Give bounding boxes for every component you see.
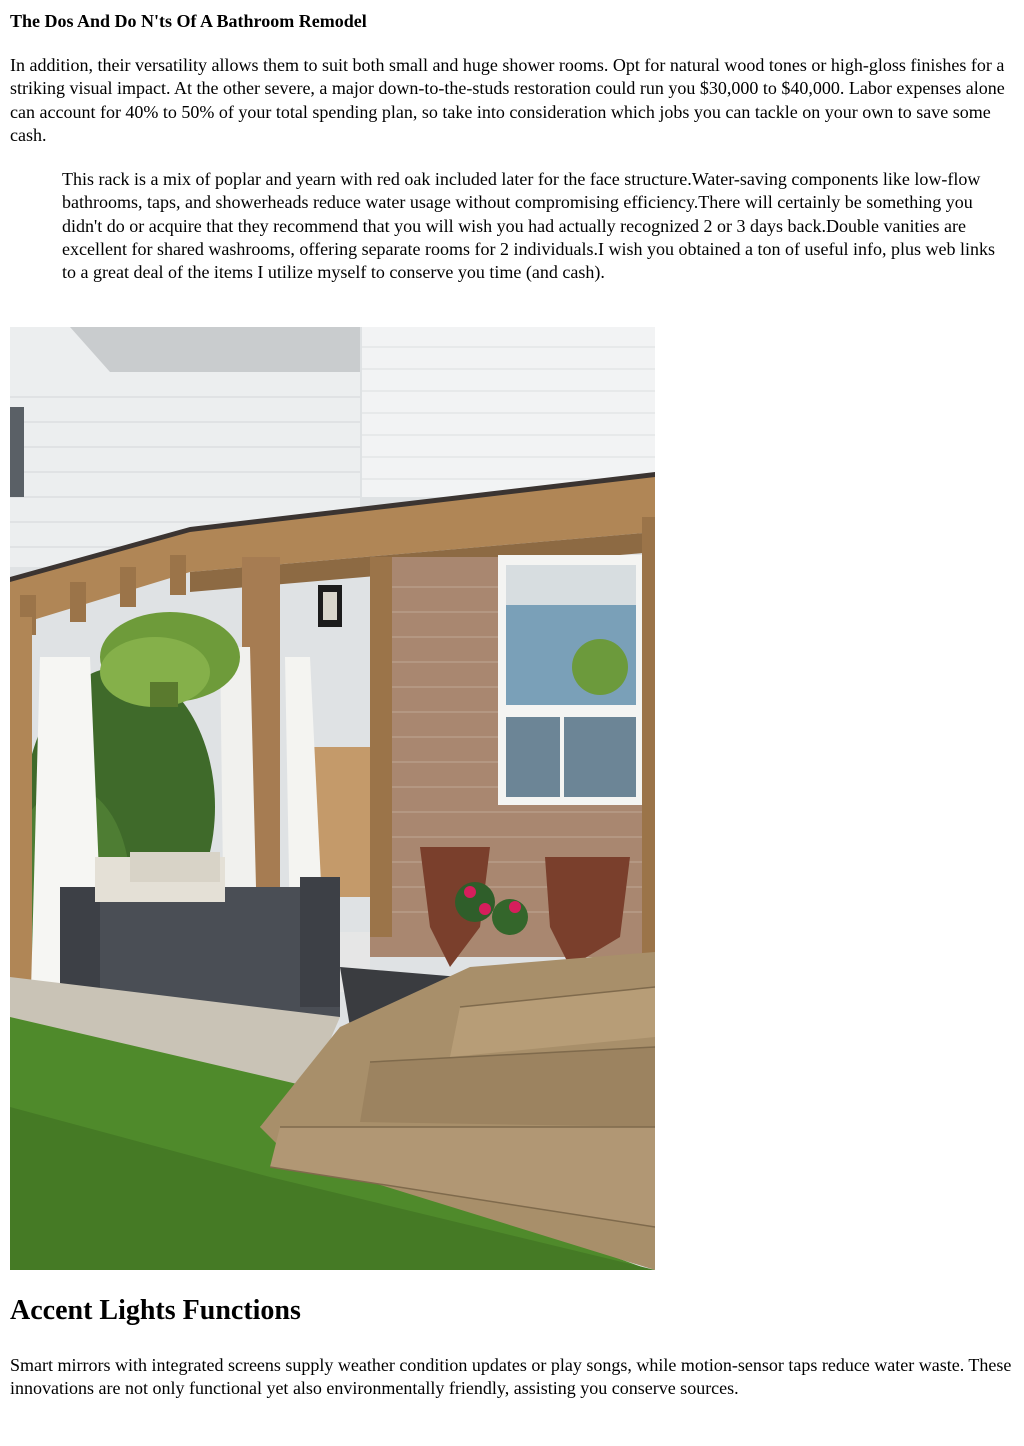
blockquote: This rack is a mix of poplar and yearn with red oak included later for the face structure.Water-saving components like low-flow bathrooms, taps, and showerheads reduce water usage without compromising efficiency.There will certainly be something you didn't do or acquire that they recommend that you will wish you had actually recognized 2 or 3 days back.Double vanities are excellent for shared washrooms, offering separate rooms for 2 individuals.I wish you obtained a ton of useful info, plus web links to a great deal of the items I utilize myself to conserve you time (and cash). xyxy=(62,169,995,283)
intro-paragraph: In addition, their versatility allows them to suit both small and huge shower rooms. Opt for natural wood tones or high-gloss finishes for a striking visual impact. At the other severe, a major down-to-the-studs restoration could run you $30,000 to $40,000. Labor expenses alone can account for 40% to 50% of your total spending plan, so take into consideration which jobs you can tackle on your own to save some cash. xyxy=(10,55,1005,145)
closing-paragraph: Smart mirrors with integrated screens supply weather condition updates or play songs, while motion-sensor taps reduce water waste. These innovations are not only functional yet also environmentally friendly, assisting you conserve sources. xyxy=(10,1355,1012,1399)
patio-photo xyxy=(10,327,655,1270)
page-title: The Dos And Do N'ts Of A Bathroom Remodel xyxy=(10,11,367,31)
section-heading: Accent Lights Functions xyxy=(10,1295,301,1326)
